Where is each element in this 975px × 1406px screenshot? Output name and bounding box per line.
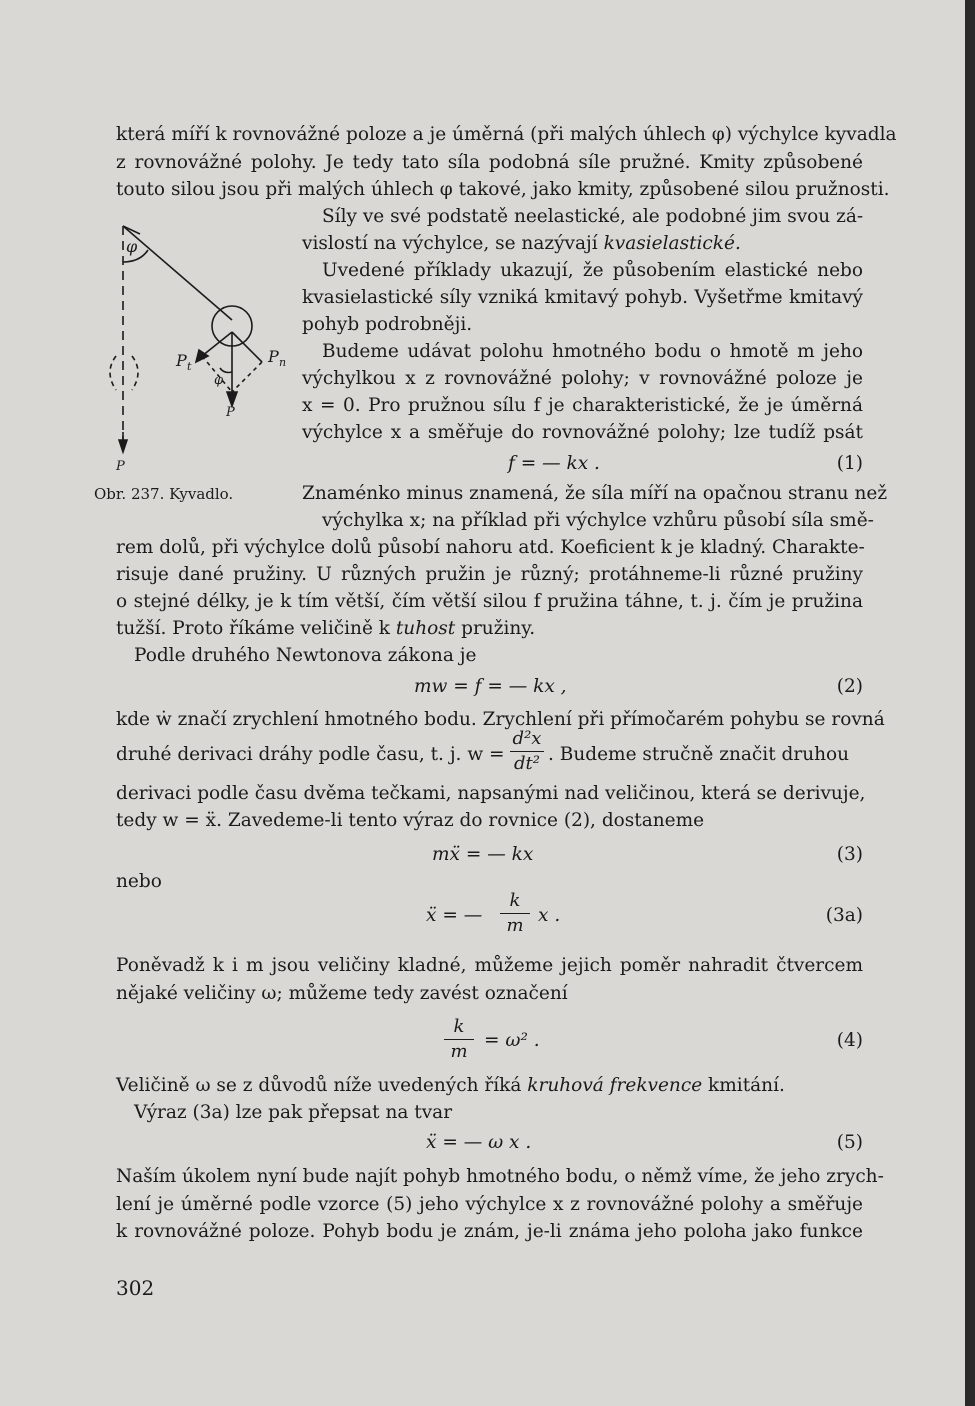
label-p-center: P (226, 405, 235, 420)
text-line: k rovnovážné poloze. Pohyb bodu je znám, je-li známa jeho poloha jako funkce (116, 1221, 863, 1242)
text-line: Veličině ω se z důvodů níže uvedených říká kruhová frekvence kmitání. (116, 1075, 785, 1096)
angle-label-bottom: φ (214, 373, 224, 388)
text-line: lení je úměrné podle vzorce (5) jeho výchylce x z rovnovážné polohy a směřuje (116, 1194, 863, 1215)
text-line: risuje dané pružiny. U různých pružin je různý; protáhneme-li různé pružiny (116, 564, 863, 585)
angle-label-top: φ (126, 237, 138, 256)
equation-number-3: (3) (836, 844, 863, 865)
text-line: Znaménko minus znamená, že síla míří na opačnou stranu než (302, 483, 888, 504)
equation-5: ẍ = — ω x . (426, 1132, 532, 1153)
label-pn: P (268, 347, 279, 366)
force-pn-vector (232, 332, 262, 362)
text-line: pohyb podrobněji. (302, 314, 473, 335)
text-line: výchylkou x z rovnovážné polohy; v rovnovážné poloze je (302, 368, 863, 389)
svg-text:n: n (279, 356, 287, 369)
equation-number-5: (5) (836, 1132, 863, 1153)
text-line: Poněvadž k i m jsou veličiny kladné, můžeme jejich poměr nahradit čtvercem (116, 955, 863, 976)
text-line: Síly ve své podstatě neelastické, ale podobné jim svou zá- (322, 206, 864, 227)
text-line: výchylce x a směřuje do rovnovážné polohy; lze tudíž psát (302, 422, 863, 443)
pendulum-rod (123, 226, 232, 320)
text-line: výchylka x; na příklad při výchylce vzhůru působí síla smě- (322, 510, 874, 531)
equation-3: mẍ = — kx (432, 844, 534, 865)
text-line: vislostí na výchylce, se nazývají kvasielastické. (302, 233, 741, 254)
text-line: Uvedené příklady ukazují, že působením elastické nebo (322, 260, 863, 281)
text-line: o stejné délky, je k tím větší, čím větší silou f pružina táhne, t. j. čím je pružina (116, 591, 863, 612)
equation-number-4: (4) (836, 1030, 863, 1051)
text-line: tedy w = ẍ. Zavedeme-li tento výraz do rovnice (2), dostaneme (116, 810, 705, 831)
equation-2: mw = f = — kx , (414, 676, 567, 697)
text-line: x = 0. Pro pružnou sílu f je charakteristické, že je úměrná (302, 395, 863, 416)
text-line: tužší. Proto říkáme veličině k tuhost pružiny. (116, 618, 536, 639)
text-line: nějaké veličiny ω; můžeme tedy zavést označení (116, 983, 568, 1004)
svg-text:t: t (187, 360, 192, 373)
equation-number-2: (2) (836, 676, 863, 697)
label-p-left: P (116, 459, 125, 472)
force-pt-vector (202, 332, 232, 356)
page-number: 302 (116, 1276, 155, 1300)
equation-3a-rhs: x . (538, 905, 561, 926)
text-line: druhé derivaci dráhy podle času, t. j. w = (116, 744, 505, 765)
text-line: . Budeme stručně značit druhou (548, 744, 850, 765)
text-line: která míří k rovnovážné poloze a je úměrná (při malých úhlech φ) výchylce kyvadla (116, 124, 897, 145)
equation-1: f = — kx . (508, 453, 600, 474)
text-line: Naším úkolem nyní bude najít pohyb hmotného bodu, o němž víme, že jeho zrych- (116, 1166, 884, 1187)
equation-number-3a: (3a) (825, 905, 863, 926)
page-edge-shadow (965, 0, 975, 1406)
text-line: Výraz (3a) lze pak přepsat na tvar (134, 1102, 453, 1123)
pendulum-figure (96, 222, 296, 472)
fraction-k-m-4: k m (444, 1016, 474, 1063)
text-line: derivaci podle času dvěma tečkami, napsanými nad veličinou, která se derivuje, (116, 783, 866, 804)
text-line: Podle druhého Newtonova zákona je (134, 645, 477, 666)
text-line: touto silou jsou při malých úhlech φ takové, jako kmity, způsobené silou pružnosti. (116, 179, 890, 200)
text-line: rem dolů, při výchylce dolů působí nahoru atd. Koeficient k je kladný. Charakte- (116, 537, 865, 558)
text-line: kvasielastické síly vzniká kmitavý pohyb. Vyšetřme kmitavý (302, 287, 863, 308)
text-line: kde ẇ značí zrychlení hmotného bodu. Zrychlení při přímočarém pohybu se rovná (116, 709, 885, 730)
label-pt: P (176, 351, 187, 370)
equation-number-1: (1) (836, 453, 863, 474)
text-line: z rovnovážné polohy. Je tedy tato síla podobná síle pružné. Kmity způsobené (116, 152, 863, 173)
text-line: nebo (116, 871, 162, 892)
equation-3a-lhs: ẍ = — (426, 905, 483, 926)
fraction-d2x-dt2: d²x dt² (510, 728, 544, 775)
text-line: Budeme udávat polohu hmotného bodu o hmotě m jeho (322, 341, 863, 362)
equation-4-rhs: = ω² . (484, 1030, 540, 1051)
fraction-k-m: k m (500, 890, 530, 937)
figure-caption: Obr. 237. Kyvadlo. (94, 485, 234, 503)
